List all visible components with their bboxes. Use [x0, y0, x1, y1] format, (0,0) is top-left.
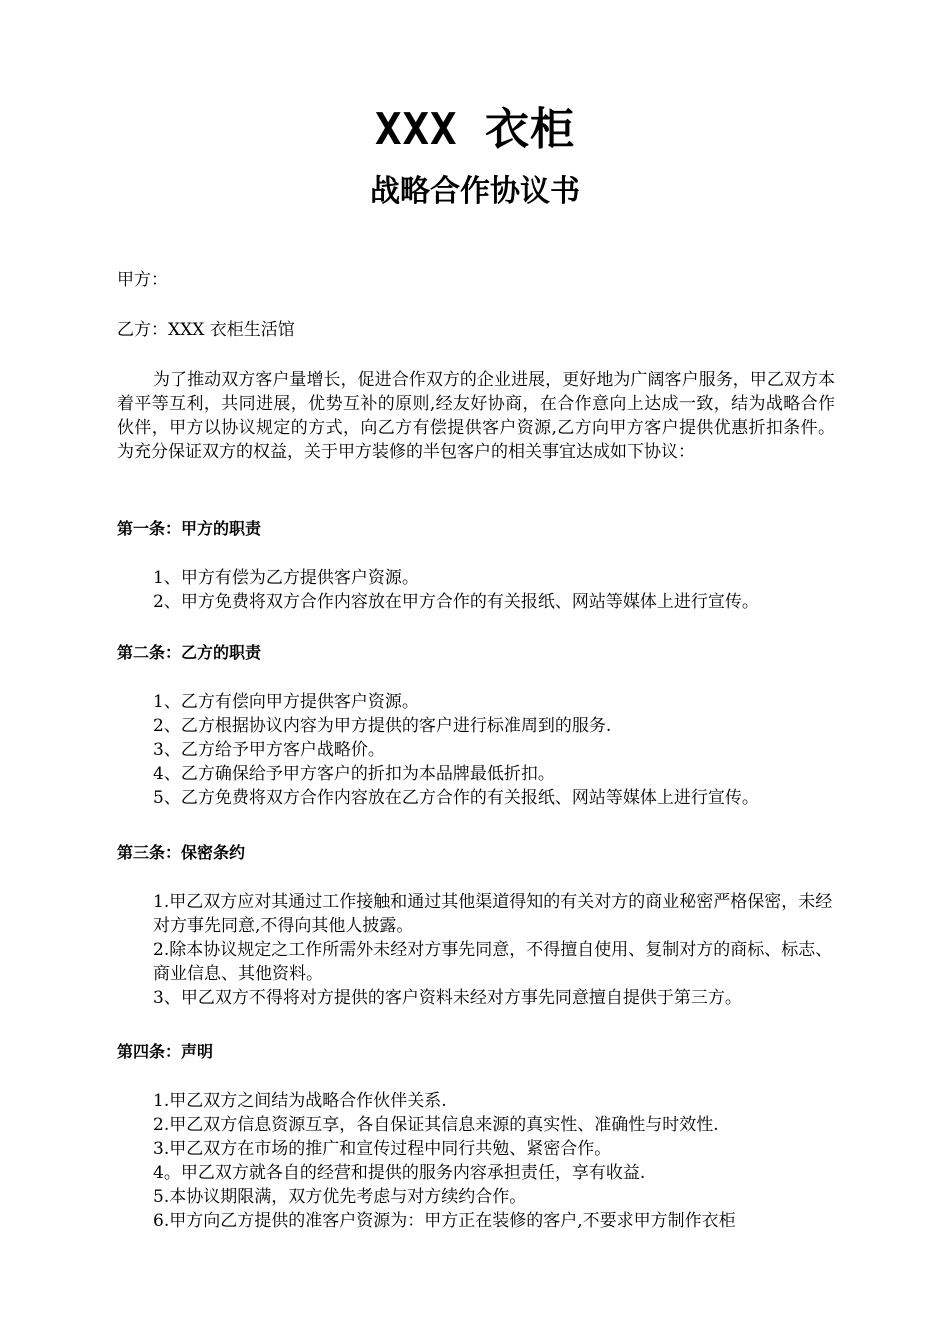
article-2-item: 5、乙方免费将双方合作内容放在乙方合作的有关报纸、网站等媒体上进行宣传。 — [153, 788, 759, 808]
article-2-item: 3、乙方给予甲方客户战略价。 — [153, 740, 385, 760]
article-2-item: 1、乙方有偿向甲方提供客户资源。 — [153, 692, 419, 712]
article-4-list — [153, 1089, 835, 1233]
document-subtitle: 战略合作协议书 — [370, 174, 580, 209]
article-3-item: 3、甲乙双方不得将对方提供的客户资料未经对方事先同意擅自提供于第三方。 — [153, 988, 742, 1008]
article-3-heading: 第三条：保密条约 — [117, 843, 246, 862]
article-4-item: 4。甲乙双方就各自的经营和提供的服务内容承担责任，享有收益. — [153, 1163, 646, 1183]
article-1-heading: 第一条：甲方的职责 — [117, 519, 262, 538]
party-b-line: 乙方：XXX 衣柜生活馆 — [117, 320, 295, 340]
article-4-item: 6.甲方向乙方提供的准客户资源为：甲方正在装修的客户,不要求甲方制作衣柜 — [153, 1211, 736, 1231]
article-4-item: 1.甲乙双方之间结为战略合作伙伴关系. — [153, 1091, 447, 1111]
article-4-heading: 第四条：声明 — [117, 1042, 214, 1061]
party-a-line: 甲方： — [117, 270, 168, 290]
article-1-item: 1、甲方有偿为乙方提供客户资源。 — [153, 568, 419, 588]
article-4-item: 5.本协议期限满，双方优先考虑与对方续约合作。 — [153, 1187, 527, 1207]
article-3-list — [153, 890, 835, 1010]
intro-paragraph: 为了推动双方客户量增长，促进合作双方的企业进展，更好地为广阔客户服务，甲乙双方本着平等互利，共同进展，优势互补的原则,经友好协商，在合作意向上达成一致，结为战略合作伙伴，甲方以协议规定的方式，向乙方有偿提供客户资源,乙方向甲方客户提供优惠折扣条件。为充分保证双方的权益，关于甲方装修的半包客户的相关事宜达成如下协议： — [117, 370, 835, 462]
article-2-list — [153, 690, 835, 810]
article-3-item: 1.甲乙双方应对其通过工作接触和通过其他渠道得知的有关对方的商业秘密严格保密，未经对方事先同意,不得向其他人披露。 — [153, 892, 833, 936]
article-4-item: 3.甲乙双方在市场的推广和宣传过程中同行共勉、紧密合作。 — [153, 1139, 612, 1159]
article-2-item: 4、乙方确保给予甲方客户的折扣为本品牌最低折扣。 — [153, 764, 555, 784]
article-4-item: 2.甲乙双方信息资源互享，各自保证其信息来源的真实性、准确性与时效性. — [153, 1115, 719, 1135]
article-3-item: 2.除本协议规定之工作所需外未经对方事先同意，不得擅自使用、复制对方的商标、标志、商业信息、其他资料。 — [153, 940, 833, 984]
article-2-heading: 第二条：乙方的职责 — [117, 643, 262, 662]
article-1-list — [153, 566, 835, 614]
article-1-item: 2、甲方免费将双方合作内容放在甲方合作的有关报纸、网站等媒体上进行宣传。 — [153, 592, 759, 612]
article-2-item: 2、乙方根据协议内容为甲方提供的客户进行标准周到的服务. — [153, 716, 612, 736]
document-title: XXX 衣柜 — [375, 104, 575, 155]
